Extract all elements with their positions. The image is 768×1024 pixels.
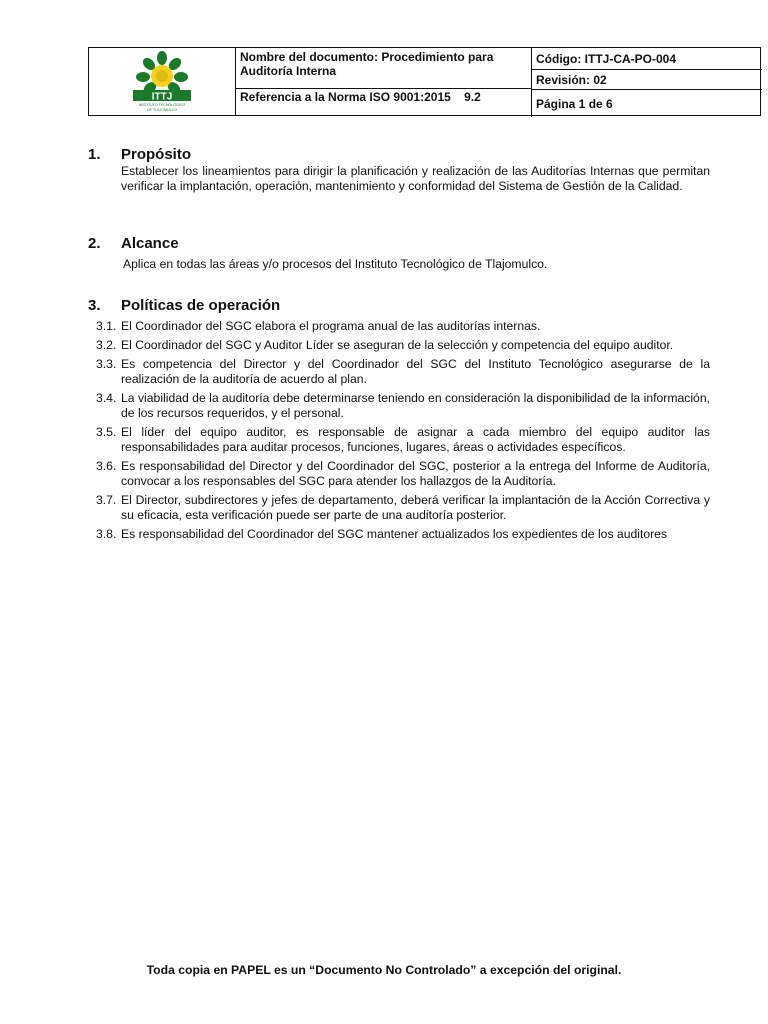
policy-item [96, 493, 710, 523]
policy-item [96, 425, 710, 455]
policy-number: 3.8. [96, 527, 117, 541]
policy-text: La viabilidad de la auditoría debe determinarse teniendo en consideración la disponibilidad de la información, de los recursos requeridos, y el personal. [121, 391, 710, 420]
page-number: Página 1 de 6 [536, 97, 613, 111]
ittj-logo-icon [131, 50, 193, 114]
section-title: Alcance [121, 235, 179, 252]
section-number: 2. [88, 235, 101, 252]
purpose-paragraph: Establecer los lineamientos para dirigir la planificación y realización de las Auditorías Internas que permitan verificar la implantación, operación, mantenimiento y conformidad del Sistema de Gestión de la Calidad. [121, 164, 710, 193]
section-title: Políticas de operación [121, 297, 281, 314]
policy-number: 3.6. [96, 459, 117, 473]
policy-item [96, 459, 710, 489]
policy-item [96, 527, 710, 542]
policy-number: 3.5. [96, 425, 117, 439]
policy-number: 3.2. [96, 338, 117, 352]
page-number-cell [532, 90, 762, 117]
policy-text: Es competencia del Director y del Coordinador del SGC del Instituto Tecnológico asegurarse de la realización de la auditoría de acuerdo al plan. [121, 357, 710, 386]
policy-item [96, 391, 710, 421]
policies-list [96, 319, 710, 546]
svg-text:DE TLAJOMULCO: DE TLAJOMULCO [146, 108, 178, 112]
revision-number: Revisión: 02 [536, 73, 607, 87]
section-number: 1. [88, 146, 101, 163]
scope-paragraph: Aplica en todas las áreas y/o procesos del Instituto Tecnológico de Tlajomulco. [123, 257, 548, 271]
section-heading-scope [88, 235, 179, 252]
logo-wordmark: ITTJ [151, 91, 173, 103]
document-header-table [88, 47, 761, 116]
norm-reference-cell [236, 89, 532, 117]
section-heading-policies [88, 297, 280, 314]
policy-item [96, 338, 710, 353]
policy-text: El Coordinador del SGC elabora el programa anual de las auditorías internas. [121, 319, 541, 333]
policy-text: El Coordinador del SGC y Auditor Líder se aseguran de la selección y competencia del equipo auditor. [121, 338, 674, 352]
norm-reference: Referencia a la Norma ISO 9001:2015 9.2 [240, 90, 481, 104]
revision-cell [532, 70, 762, 90]
document-name-cell [236, 48, 532, 89]
policy-text: Es responsabilidad del Coordinador del SGC mantener actualizados los expedientes de los auditores [121, 527, 668, 541]
section-title: Propósito [121, 146, 191, 163]
document-code: Código: ITTJ-CA-PO-004 [536, 52, 676, 66]
svg-text:INSTITUTO TECNOLÓGICO: INSTITUTO TECNOLÓGICO [138, 103, 186, 107]
policy-item [96, 319, 710, 334]
logo-cell [89, 48, 236, 115]
policy-number: 3.7. [96, 493, 117, 507]
policy-number: 3.3. [96, 357, 117, 371]
document-control-footer: Toda copia en PAPEL es un “Documento No Controlado” a excepción del original. [146, 963, 622, 977]
policy-number: 3.4. [96, 391, 117, 405]
policy-number: 3.1. [96, 319, 117, 333]
document-name: Nombre del documento: Procedimiento para Auditoría Interna [240, 50, 494, 78]
policy-text: El líder del equipo auditor, es responsable de asignar a cada miembro del equipo auditor las responsabilidades para auditar procesos, funciones, lugares, áreas o actividades específicos. [121, 425, 710, 454]
policy-text: Es responsabilidad del Director y del Coordinador del SGC, posterior a la entrega del Informe de Auditoría, convocar a los responsables del SGC para atender los hallazgos de la Auditoría. [121, 459, 710, 488]
section-heading-purpose [88, 146, 191, 163]
document-code-cell [532, 48, 762, 70]
policy-text: El Director, subdirectores y jefes de departamento, deberá verificar la implantación de la Acción Correctiva y su eficacia, esta verificación puede ser parte de una auditoría posterior. [121, 493, 710, 522]
section-number: 3. [88, 297, 101, 314]
policy-item [96, 357, 710, 387]
